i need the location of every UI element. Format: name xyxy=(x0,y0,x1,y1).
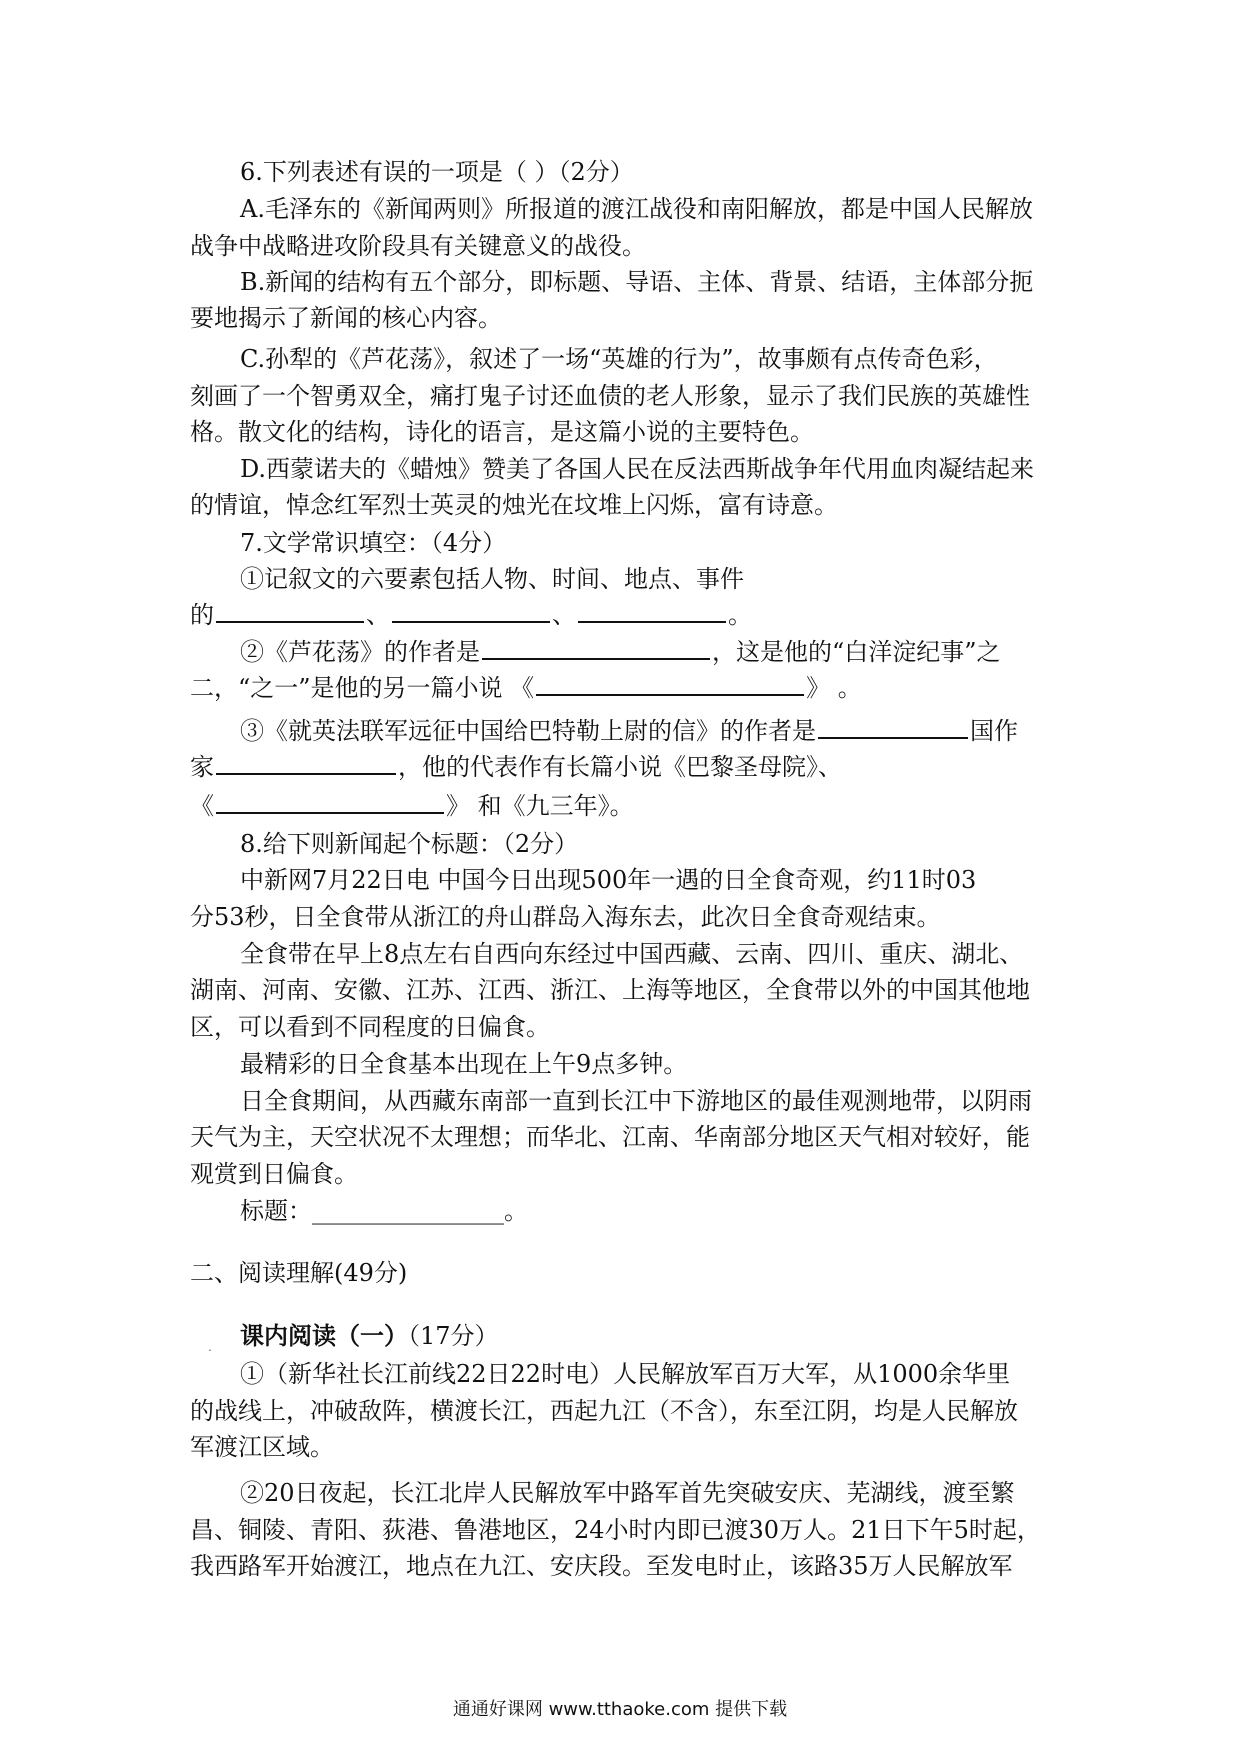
q6-option-b-line2: 要地揭示了新闻的核心内容。 xyxy=(190,304,502,332)
scan-mark: . xyxy=(208,1340,212,1354)
q8-news-p2-line2: 湖南、河南、安徽、江苏、江西、浙江、上海等地区，全食带以外的中国其他地 xyxy=(190,976,1030,1004)
q8-stem: 8.给下则新闻起个标题：（2分） xyxy=(240,830,579,858)
q7-text: 二，“之一”是他的另一篇小说 《 xyxy=(190,674,535,702)
answer-blank[interactable] xyxy=(578,597,726,623)
q7-item3-line1 xyxy=(240,713,1060,749)
q6-option-c-line2: 刻画了一个智勇双全，痛打鬼子讨还血债的老人形象，显示了我们民族的英雄性 xyxy=(190,382,1030,410)
q8-news-p4-line3: 观赏到日偏食。 xyxy=(190,1160,358,1188)
reading-p1-line2: 的战线上，冲破敌阵，横渡长江，西起九江（不含），东至江阴，均是人民解放 xyxy=(190,1397,1018,1425)
q6-option-b-line1: B.新闻的结构有五个部分，即标题、导语、主体、背景、结语，主体部分扼 xyxy=(240,268,1034,296)
q7-item2-line2 xyxy=(190,670,1060,706)
section-heading: 二、阅读理解(49分) xyxy=(190,1259,408,1287)
q7-text: ②《芦花荡》的作者是 xyxy=(240,638,480,666)
answer-blank[interactable] xyxy=(216,788,444,814)
q7-stem: 7.文学常识填空：（4分） xyxy=(240,529,507,557)
q8-title-answer[interactable]: 标题：________________。 xyxy=(240,1197,528,1225)
q7-text: 》 。 xyxy=(806,674,862,702)
subheading-score: （17分） xyxy=(408,1322,499,1350)
q6-option-a-line1: A.毛泽东的《新闻两则》所报道的渡江战役和南阳解放，都是中国人民解放 xyxy=(240,195,1033,223)
q7-item1-line1: ①记叙文的六要素包括人物、时间、地点、事件 xyxy=(240,565,744,593)
q7-item3-line3 xyxy=(190,788,1060,824)
end-mark: 。 xyxy=(728,601,752,629)
subheading-title: 课内阅读（一） xyxy=(240,1321,408,1350)
q8-news-p2-line1: 全食带在早上8点左右自西向东经过中国西藏、云南、四川、重庆、湖北、 xyxy=(240,940,1024,968)
answer-blank[interactable] xyxy=(536,670,804,696)
answer-blank[interactable] xyxy=(216,749,396,775)
q6-option-c-line1: C.孙犁的《芦花荡》，叙述了一场“英雄的行为”，故事颇有点传奇色彩， xyxy=(240,345,998,373)
q8-news-p4-line1: 日全食期间，从西藏东南部一直到长江中下游地区的最佳观测地带，以阴雨 xyxy=(240,1087,1032,1115)
reading-p2-line3: 我西路军开始渡江，地点在九江、安庆段。至发电时止，该路35万人民解放军 xyxy=(190,1552,1013,1580)
reading-p1-line1: ①（新华社长江前线22日22时电）人民解放军百万大军，从1000余华里 xyxy=(240,1360,1011,1388)
answer-blank[interactable] xyxy=(392,597,550,623)
q8-news-p2-line3: 区，可以看到不同程度的日偏食。 xyxy=(190,1013,550,1041)
q6-stem: 6.下列表述有误的一项是（ ）（2分） xyxy=(240,158,634,186)
separator: 、 xyxy=(552,601,576,629)
q7-text: 家 xyxy=(190,753,214,781)
reading-p2-line1: ②20日夜起，长江北岸人民解放军中路军首先突破安庆、芜湖线，渡至繁 xyxy=(240,1479,1015,1507)
answer-blank[interactable] xyxy=(216,597,364,623)
footer-download-note: 通通好课网 www.tthaoke.com 提供下载 xyxy=(452,1699,788,1720)
q8-news-p3: 最精彩的日全食基本出现在上午9点多钟。 xyxy=(240,1050,688,1078)
reading-p2-line2: 昌、铜陵、青阳、荻港、鲁港地区，24小时内即已渡30万人。21日下午5时起， xyxy=(190,1516,1041,1544)
q7-item3-line2 xyxy=(190,749,1060,785)
q7-text: 国作 xyxy=(970,717,1018,745)
q7-text: 的 xyxy=(190,601,214,629)
q8-news-p1-line1: 中新网7月22日电 中国今日出现500年一遇的日全食奇观，约11时03 xyxy=(240,866,977,894)
q8-news-p4-line2: 天气为主，天空状况不太理想；而华北、江南、华南部分地区天气相对较好，能 xyxy=(190,1123,1030,1151)
q6-option-a-line2: 战争中战略进攻阶段具有关键意义的战役。 xyxy=(190,232,646,260)
q6-option-d-line2: 的情谊，悼念红军烈士英灵的烛光在坟堆上闪烁，富有诗意。 xyxy=(190,491,838,519)
reading-subheading xyxy=(240,1318,1060,1354)
answer-blank[interactable] xyxy=(482,634,710,660)
q7-item2-line1 xyxy=(240,634,1060,670)
q7-item1-line2 xyxy=(190,597,1060,633)
q8-news-p1-line2: 分53秒，日全食带从浙江的舟山群岛入海东去，此次日全食奇观结束。 xyxy=(190,903,941,931)
q7-text: 《 xyxy=(190,792,214,820)
separator: 、 xyxy=(366,601,390,629)
reading-p1-line3: 军渡江区域。 xyxy=(190,1433,334,1461)
q7-text: ，他的代表作有长篇小说《巴黎圣母院》、 xyxy=(398,753,842,781)
answer-blank[interactable] xyxy=(818,713,968,739)
q6-option-d-line1: D.西蒙诺夫的《蜡烛》赞美了各国人民在反法西斯战争年代用血肉凝结起来 xyxy=(240,455,1035,483)
q7-text: 》 和《九三年》。 xyxy=(446,792,634,820)
q7-text: ，这是他的“白洋淀纪事”之 xyxy=(712,638,1001,666)
q7-text: ③《就英法联军远征中国给巴特勒上尉的信》的作者是 xyxy=(240,717,816,745)
q6-option-c-line3: 格。散文化的结构，诗化的语言，是这篇小说的主要特色。 xyxy=(190,418,814,446)
